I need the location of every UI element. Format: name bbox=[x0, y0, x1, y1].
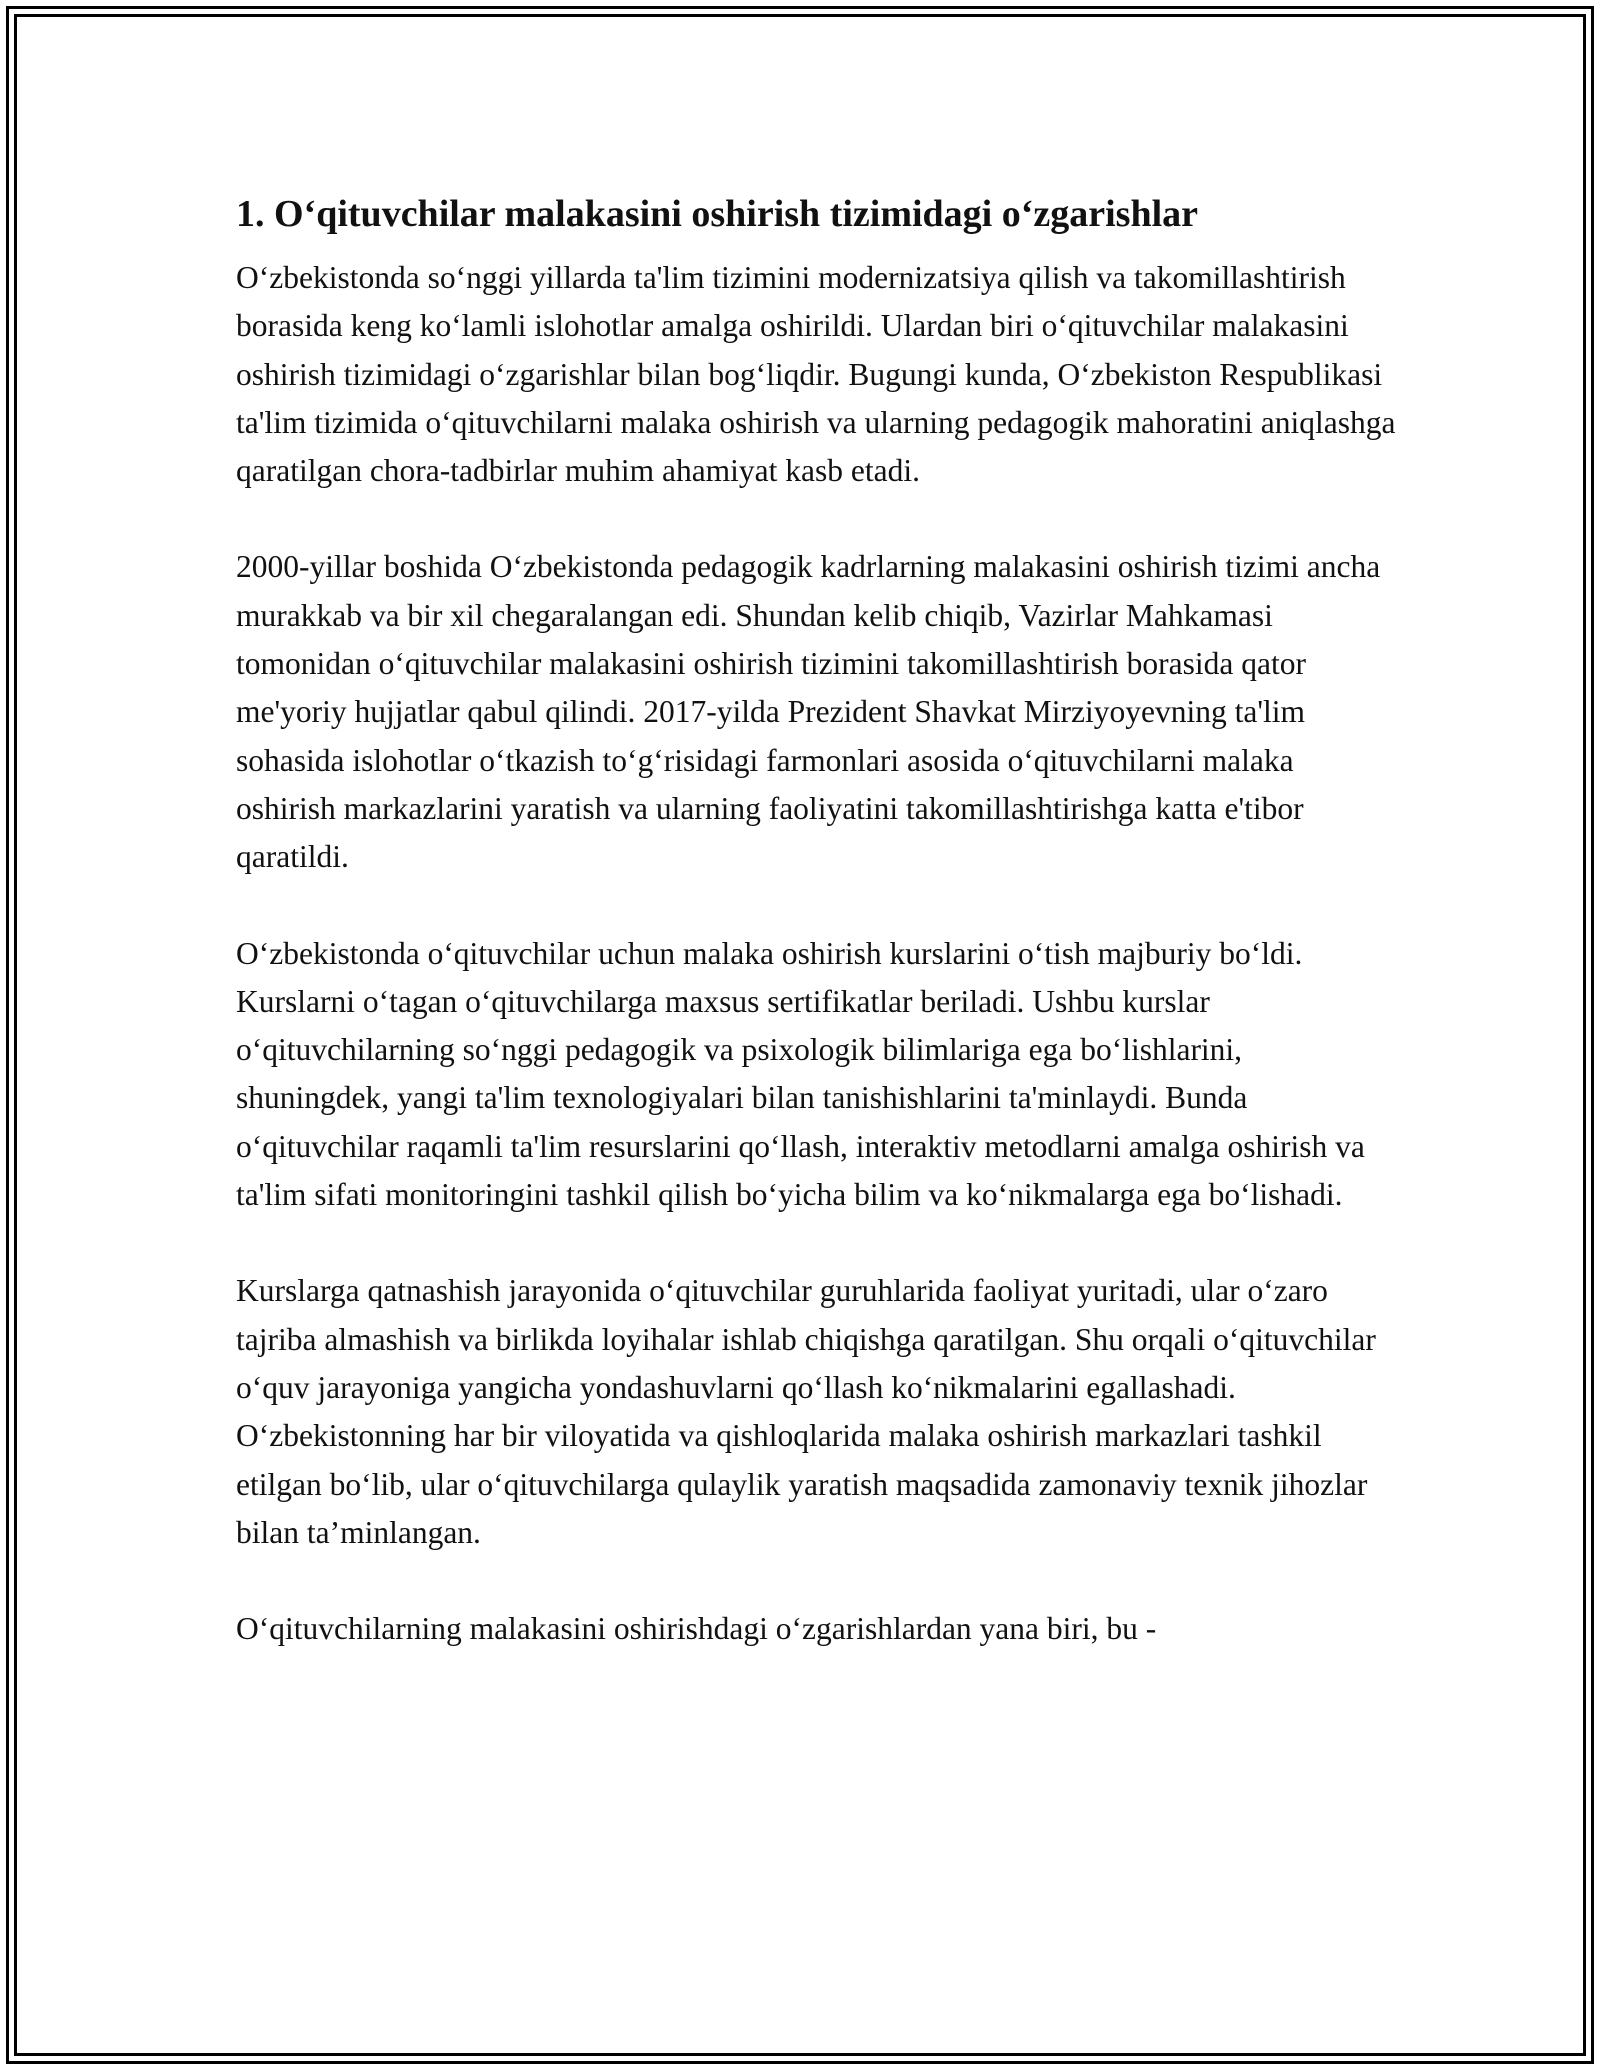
paragraph-4: Kurslarga qatnashish jarayonida o‘qituvchilar guruhlarida faoliyat yuritadi, ular o‘zaro tajriba almashish va birlikda loyihalar ishlab chiqishga qaratilgan. Shu orqali o‘qituvchilar o‘quv jarayoniga yangicha yondashuvlarni qo‘llash ko‘nikmalarini egallashadi. O‘zbekistonning har bir viloyatida va qishloqlarida malaka oshirish markazlari tashkil etilgan bo‘lib, ular o‘qituvchilarga qulaylik yaratish maqsadida zamonaviy texnik jihozlar bilan ta’minlangan. bbox=[236, 1273, 1376, 1550]
document-body bbox=[236, 186, 1396, 1701]
paragraph-2: 2000-yillar boshida O‘zbekistonda pedagogik kadrlarning malakasini oshirish tizimi ancha murakkab va bir xil chegaralangan edi. Shundan kelib chiqib, Vazirlar Mahkamasi tomonidan o‘qituvchilar malakasini oshirish tizimini takomillashtirish borasida qator me'yoriy hujjatlar qabul qilindi. 2017-yilda Prezident Shavkat Mirziyoyevning ta'lim sohasida islohotlar o‘tkazish to‘g‘risidagi farmonlari asosida o‘qituvchilarni malaka oshirish markazlarini yaratish va ularning faoliyatini takomillashtirishga katta e'tibor qaratildi. bbox=[236, 549, 1381, 875]
paragraph-3: O‘zbekistonda o‘qituvchilar uchun malaka oshirish kurslarini o‘tish majburiy bo‘ldi. Kurslarni o‘tagan o‘qituvchilarga maxsus sertifikatlar beriladi. Ushbu kurslar o‘qituvchilarning so‘nggi pedagogik va psixologik bilimlariga ega bo‘lishlarini, shuningdek, yangi ta'lim texnologiyalari bilan tanishishlarini ta'minlaydi. Bunda o‘qituvchilar raqamli ta'lim resurslarini qo‘llash, interaktiv metodlarni amalga oshirish va ta'lim sifati monitoringini tashkil qilish bo‘yicha bilim va ko‘nikmalarga ega bo‘lishadi. bbox=[236, 935, 1365, 1213]
paragraph-5: O‘qituvchilarning malakasini oshirishdagi o‘zgarishlardan yana biri, bu - bbox=[236, 1611, 1157, 1647]
section-heading: 1. O‘qituvchilar malakasini oshirish tizimidagi o‘zgarishlar bbox=[236, 193, 1199, 235]
paragraph-1: O‘zbekistonda so‘nggi yillarda ta'lim tizimini modernizatsiya qilish va takomillashtirish borasida keng ko‘lamli islohotlar amalga oshirildi. Ulardan biri o‘qituvchilar malakasini oshirish tizimidagi o‘zgarishlar bilan bog‘liqdir. Bugungi kunda, O‘zbekiston Respublikasi ta'lim tizimida o‘qituvchilarni malaka oshirish va ularning pedagogik mahoratini aniqlashga qaratilgan chora-tadbirlar muhim ahamiyat kasb etadi. bbox=[236, 260, 1396, 489]
